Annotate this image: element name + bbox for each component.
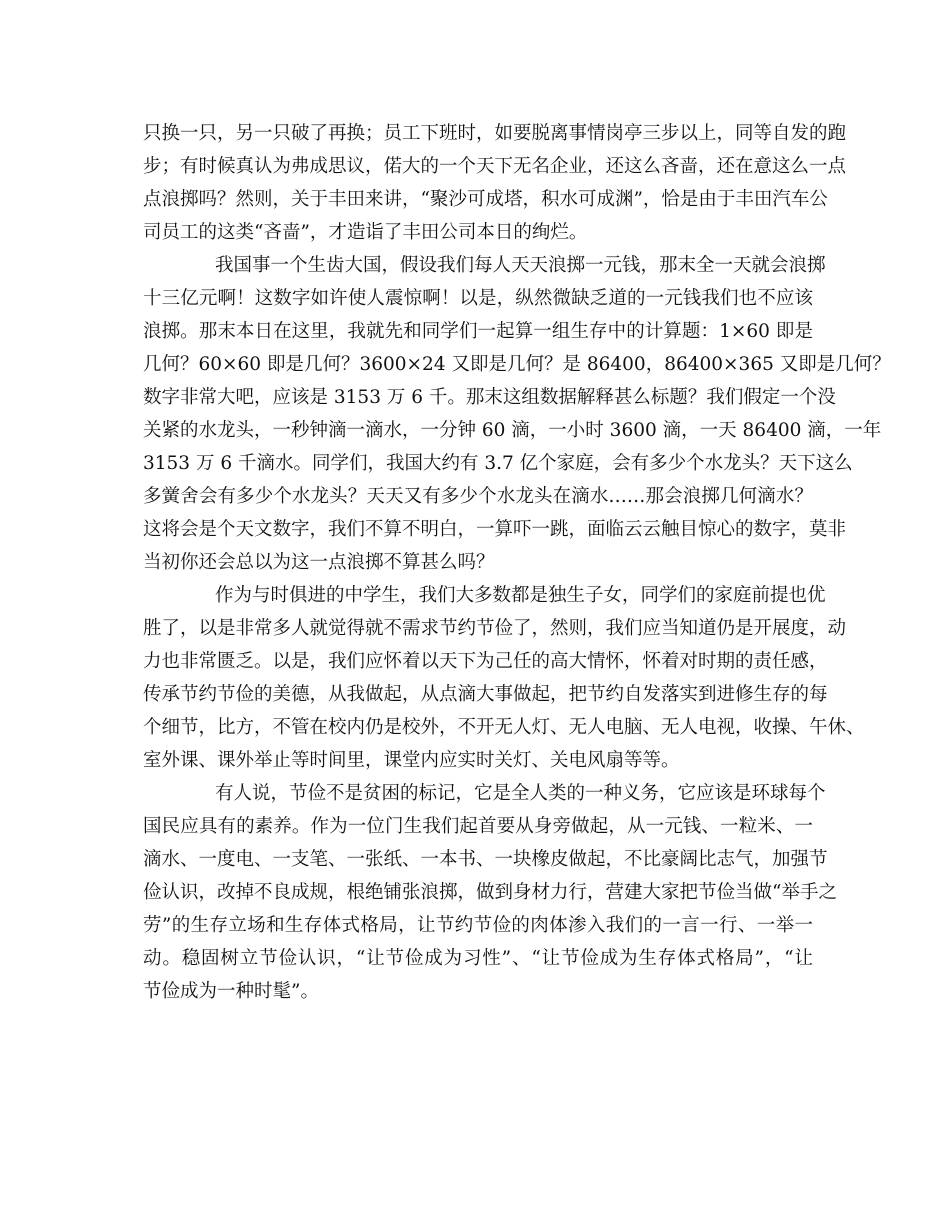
text-line: 个细节，比方，不管在校内仍是校外，不开无人灯、无人电脑、无人电视，收操、午休、 — [143, 717, 865, 738]
text-line: 国民应具有的素养。作为一位门生我们起首要从身旁做起，从一元钱、一粒米、一 — [143, 816, 813, 837]
text-line: 3153 万 6 千滴水。同学们，我国大约有 3.7 亿个家庭，会有多少个水龙头？天下这么 — [143, 453, 853, 474]
text-line: 浪掷。那末本日在这里，我就先和同学们一起算一组生存中的计算题：1×60 即是 — [143, 321, 813, 342]
paragraph — [143, 777, 837, 1008]
text-line: 我国事一个生齿大国，假设我们每人天天浪掷一元钱，那末全一天就会浪掷 — [215, 255, 826, 276]
paragraph — [143, 117, 847, 249]
text-line: 俭认识，改掉不良成规，根绝铺张浪掷，做到身材力行，营建大家把节俭当做“举手之 — [143, 882, 837, 903]
paragraph — [143, 579, 865, 777]
text-line: 胜了，以是非常多人就觉得就不需求节约节俭了，然则，我们应当知道仍是开展度，动 — [143, 618, 847, 639]
text-line: 有人说，节俭不是贫困的标记，它是全人类的一种义务，它应该是环球每个 — [215, 783, 826, 804]
text-line: 几何？60×60 即是几何？3600×24 又即是几何？是 86400，86400×365 又即是几何？ — [143, 354, 891, 375]
text-line: 司员工的这类“吝啬”，才造诣了丰田公司本日的绚烂。 — [143, 222, 588, 243]
text-line: 节俭成为一种时髦”。 — [143, 981, 319, 1002]
text-line: 劳”的生存立场和生存体式格局，让节约节俭的肉体渗入我们的一言一行、一举一 — [143, 915, 813, 936]
text-line: 室外课、课外举止等时间里，课堂内应实时关灯、关电风扇等等。 — [143, 750, 680, 771]
text-line: 这将会是个天文数字，我们不算不明白，一算吓一跳，面临云云触目惊心的数字，莫非 — [143, 519, 847, 540]
text-line: 点浪掷吗？然则，关于丰田来讲，“聚沙可成塔，积水可成渊”，恰是由于丰田汽车公 — [143, 189, 828, 210]
text-line: 十三亿元啊！这数字如许使人震惊啊！以是，纵然微缺乏道的一元钱我们也不应该 — [143, 288, 813, 309]
text-line: 动。稳固树立节俭认识，“让节俭成为习性”、“让节俭成为生存体式格局”，“让 — [143, 948, 813, 969]
text-line: 滴水、一度电、一支笔、一张纸、一本书、一块橡皮做起，不比豪阔比志气，加强节 — [143, 849, 828, 870]
document-body — [143, 117, 891, 1008]
text-line: 只换一只，另一只破了再换；员工下班时，如要脱离事情岗亭三步以上，同等自发的跑 — [143, 123, 847, 144]
text-line: 作为与时俱进的中学生，我们大多数都是独生子女，同学们的家庭前提也优 — [215, 585, 826, 606]
text-line: 数字非常大吧，应该是 3153 万 6 千。那末这组数据解释甚么标题？我们假定一个没 — [143, 387, 836, 408]
text-line: 力也非常匮乏。以是，我们应怀着以天下为己任的高大情怀，怀着对时期的责任感， — [143, 651, 828, 672]
text-line: 关紧的水龙头，一秒钟滴一滴水，一分钟 60 滴，一小时 3600 滴，一天 86400 滴，一年 — [143, 420, 882, 441]
text-line: 多黉舍会有多少个水龙头？天天又有多少个水龙头在滴水……那会浪掷几何滴水？ — [143, 486, 813, 507]
text-line: 步；有时候真认为弗成思议，偌大的一个天下无名企业，还这么吝啬，还在意这么一点 — [143, 156, 847, 177]
paragraph — [143, 249, 891, 579]
text-line: 传承节约节俭的美德，从我做起，从点滴大事做起，把节约自发落实到进修生存的每 — [143, 684, 828, 705]
text-line: 当初你还会总以为这一点浪掷不算甚么吗？ — [143, 552, 495, 573]
